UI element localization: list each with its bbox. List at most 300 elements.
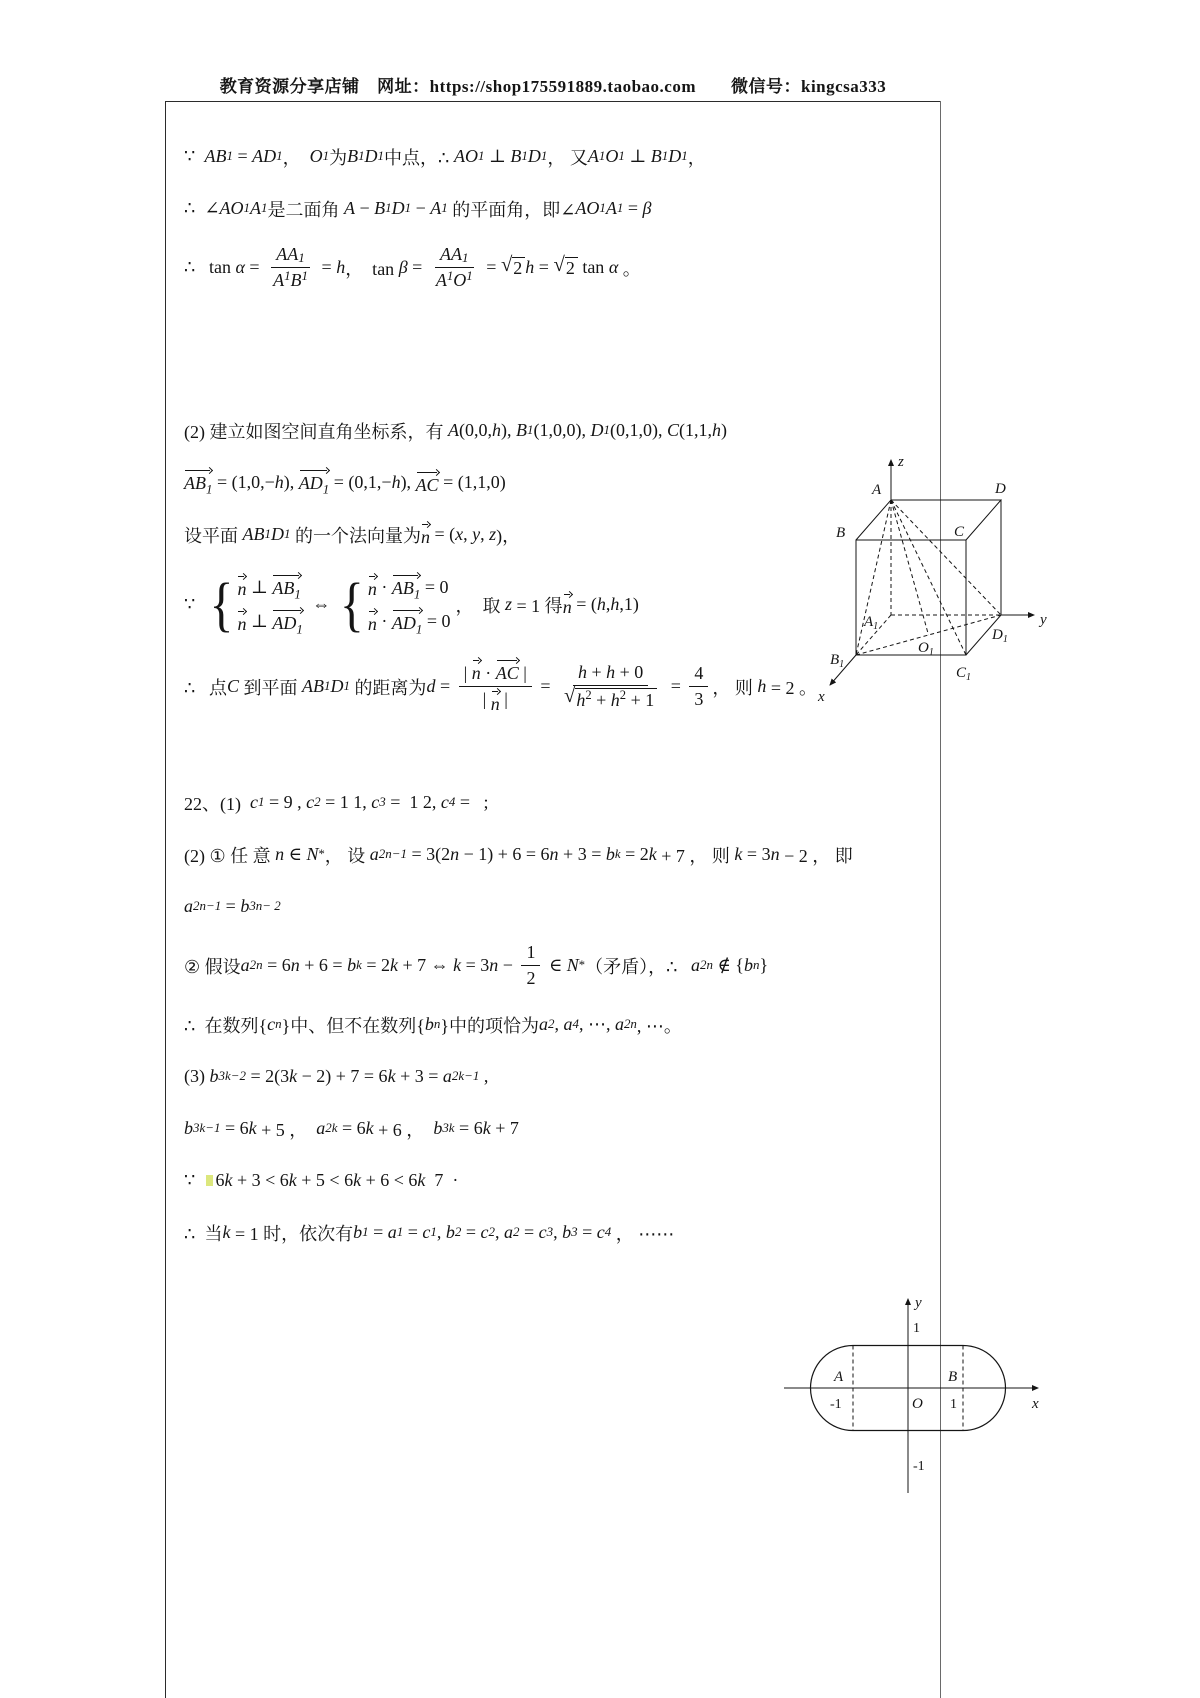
math-text: = <box>221 896 241 917</box>
math-variable: b <box>347 955 357 976</box>
math-subscript: 1 <box>430 1224 437 1240</box>
math-text: ， 设 <box>324 845 370 866</box>
math-text: ∴ ∠ <box>184 198 220 218</box>
fraction-denominator <box>689 687 708 710</box>
math-text: ⊥ <box>246 576 273 597</box>
math-text: = <box>519 1222 539 1243</box>
math-variable: k <box>389 955 398 976</box>
math-text: (0,0, <box>459 420 492 440</box>
math-variable: b <box>605 844 615 865</box>
math-variable: AA <box>440 244 463 264</box>
math-variable: n <box>562 596 572 617</box>
math-subscript: 2n <box>623 1016 637 1032</box>
math-variable: N <box>566 955 579 976</box>
math-text: + <box>586 662 607 683</box>
vector-overline <box>392 575 420 602</box>
math-subscript: 1 <box>540 148 548 164</box>
page-border-left <box>165 101 166 1698</box>
math-subscript: 1 <box>298 250 305 266</box>
math-variable: a <box>442 1066 452 1087</box>
vertex-label-A1: $A_1$ <box>864 614 879 632</box>
math-text: = 6 <box>220 1118 249 1139</box>
math-text: = 0 <box>422 611 451 632</box>
fraction <box>559 662 662 711</box>
math-text: ,1) <box>619 594 639 615</box>
math-text: (1,0,0), <box>533 420 591 440</box>
math-subscript: 1 <box>323 678 331 694</box>
cases-rows <box>237 570 302 639</box>
math-text: ， 又 <box>547 147 588 168</box>
fraction-numerator <box>435 244 473 268</box>
math-variable: AD <box>298 473 323 494</box>
math-subscript: 3 <box>379 794 386 810</box>
math-text: (0,1,0), <box>609 420 667 440</box>
math-variable: α <box>235 257 245 277</box>
vector-overline <box>368 611 377 635</box>
math-variable: C <box>666 420 679 440</box>
fraction-numerator <box>521 942 540 966</box>
math-variable: n <box>549 844 559 865</box>
math-variable: D <box>364 146 378 166</box>
cases-row <box>237 573 302 602</box>
math-variable: y <box>472 524 481 544</box>
math-variable: AA <box>276 244 299 264</box>
cases-row <box>368 608 451 637</box>
cube-figure <box>798 438 1058 713</box>
math-text: = 2 。 <box>766 677 818 698</box>
sqrt-radical <box>563 685 657 711</box>
math-text: 的距离为 <box>349 677 427 698</box>
math-subscript: 1 <box>477 148 485 164</box>
math-variable: N <box>306 844 319 865</box>
math-variable: h <box>610 690 620 711</box>
math-variable: D <box>330 676 344 697</box>
math-text: + 3 = <box>558 844 606 865</box>
math-subscript: 1 <box>261 200 268 216</box>
math-line <box>184 1164 932 1197</box>
math-variable: b <box>184 1118 193 1139</box>
math-subscript: 1 <box>276 148 283 164</box>
math-subscript: 1 <box>322 148 330 164</box>
math-variable: AB <box>184 473 206 494</box>
math-text: | <box>518 663 527 684</box>
math-subscript: 2n−1 <box>378 846 407 862</box>
math-text: ∴ 当 <box>184 1223 223 1244</box>
math-text: − 1) + 6 = 6 <box>459 844 550 865</box>
math-variable: b <box>240 896 250 917</box>
math-subscript: n <box>752 957 760 973</box>
math-variable: b <box>562 1222 572 1243</box>
math-variable: n <box>490 694 500 715</box>
math-text: = <box>461 1222 481 1243</box>
math-text: ∈ <box>284 844 307 865</box>
math-subscript: 1 <box>396 1224 404 1240</box>
math-line <box>184 192 932 225</box>
math-text: + 1 <box>626 690 655 711</box>
math-text: 。 <box>618 258 641 279</box>
math-text: 3 <box>694 689 704 710</box>
math-variable: n <box>237 613 247 634</box>
math-variable: D <box>270 524 284 544</box>
math-text: = <box>368 1222 388 1243</box>
math-variable: a <box>387 1222 397 1243</box>
math-variable: h <box>711 420 721 440</box>
math-superscript: * <box>318 847 325 862</box>
math-variable: n <box>367 613 377 634</box>
math-text: ∵ <box>184 594 205 615</box>
math-text: 1 <box>526 942 536 963</box>
math-variable: c <box>422 1222 431 1243</box>
math-text: = <box>666 676 686 697</box>
math-variable: AO <box>219 198 244 218</box>
radical-sign: √ <box>500 253 513 276</box>
stadium-labels <box>830 1295 1039 1474</box>
math-text: − <box>355 198 375 218</box>
math-text: , ⋯, <box>578 1014 615 1035</box>
cases-row <box>368 573 451 602</box>
math-text: (2) 建立如图空间直角坐标系，有 <box>184 421 448 442</box>
math-variable: D <box>391 198 405 218</box>
math-text: = 1 1, <box>320 792 372 813</box>
math-variable: AD <box>272 612 297 633</box>
math-variable: c <box>306 792 315 813</box>
math-variable: a <box>504 1222 513 1243</box>
vector-overline <box>563 594 572 618</box>
math-subscript: 1 <box>661 148 669 164</box>
cases-system <box>340 570 451 639</box>
math-text: · <box>376 576 392 597</box>
math-subscript: 2n <box>249 957 263 973</box>
math-subscript: 1 <box>243 200 251 216</box>
math-text: ∴ 点 <box>184 677 227 698</box>
math-variable: k <box>289 1066 298 1087</box>
fraction <box>521 942 540 989</box>
math-variable: k <box>224 1170 233 1191</box>
math-text: = 3 <box>742 844 771 865</box>
math-text: + 0 <box>615 662 644 683</box>
math-text: }中的项恰为 <box>440 1015 539 1036</box>
math-text: = ; <box>455 792 489 813</box>
math-variable: A <box>250 198 262 218</box>
math-subscript: 1 <box>415 621 423 637</box>
math-variable: n <box>489 955 499 976</box>
math-variable: A <box>605 198 617 218</box>
math-text: = <box>481 257 501 277</box>
math-subscript: n <box>433 1016 441 1032</box>
math-superscript: * <box>578 958 586 973</box>
math-variable: O <box>453 270 467 290</box>
math-text: = ( <box>429 524 456 544</box>
math-text: (1,1, <box>678 420 712 440</box>
math-variable: n <box>367 579 377 600</box>
math-text: , <box>479 1066 489 1087</box>
math-text: + 5 ， <box>256 1119 317 1140</box>
math-text: − 2 ， 即 <box>779 845 853 866</box>
vertex-label-C1: $C_1$ <box>956 665 972 683</box>
math-variable: AC <box>415 474 439 495</box>
blank-line <box>184 310 932 343</box>
math-variable: h <box>577 662 587 683</box>
math-text: ⊥ <box>246 611 273 632</box>
math-subscript: 3k <box>442 1120 455 1136</box>
vector-overline <box>272 575 300 602</box>
math-variable: z <box>505 594 513 615</box>
math-text: , <box>605 594 611 615</box>
math-variable: n <box>275 844 285 865</box>
math-variable: n <box>237 579 247 600</box>
math-subscript: 2n−1 <box>193 898 222 914</box>
math-variable: AB <box>272 578 295 598</box>
math-variable: n <box>770 844 780 865</box>
vertex-label-O1: $O_1$ <box>918 640 934 658</box>
math-variable: a <box>240 955 250 976</box>
math-text: ， <box>687 147 706 168</box>
math-subscript: 1 <box>413 586 421 602</box>
math-text: = <box>232 146 253 166</box>
math-variable: a <box>691 955 701 976</box>
math-variable: k <box>734 844 743 865</box>
math-text: ) <box>720 420 727 440</box>
math-text: 2 <box>513 257 523 278</box>
math-variable: n <box>450 844 460 865</box>
math-text: ， tan <box>345 258 399 279</box>
math-subscript: 1 <box>343 678 350 694</box>
math-line <box>184 1216 932 1249</box>
math-line <box>184 838 932 871</box>
axis-label-z: z <box>898 454 904 470</box>
math-text: }中、但不在数列{ <box>281 1015 425 1036</box>
math-variable: a <box>184 896 193 917</box>
math-variable: h <box>336 257 346 277</box>
point-label-A: A <box>834 1369 844 1385</box>
math-variable: k <box>222 1222 231 1243</box>
math-text: ), <box>400 472 416 492</box>
math-text: + 3 < 6 <box>232 1170 289 1191</box>
math-text: = <box>534 257 554 277</box>
axis-label-y: y <box>915 1295 922 1311</box>
math-variable: A <box>435 270 447 290</box>
math-text: = <box>535 676 555 697</box>
math-text: 4 <box>694 663 704 684</box>
math-subscript: 4 <box>604 1224 612 1240</box>
math-subscript: 1 <box>462 250 469 266</box>
fraction <box>431 244 478 291</box>
math-variable: B <box>650 146 662 166</box>
math-subscript: 3 <box>546 1224 554 1240</box>
math-subscript: 3k−2 <box>218 1068 246 1084</box>
math-variable: x <box>455 524 464 544</box>
fraction-denominator <box>478 687 513 715</box>
math-variable: h <box>492 420 501 440</box>
math-text: = (1,0,− <box>212 472 275 492</box>
math-text: ⊥ <box>624 146 651 166</box>
math-variable: B <box>347 146 359 166</box>
radical-sign: √ <box>553 253 565 276</box>
math-text: · <box>376 611 392 632</box>
math-text: = <box>435 676 455 697</box>
math-subscript: 2 <box>488 1224 495 1240</box>
header-shop-info: 教育资源分享店铺 网址：https://shop175591889.taobao.com 微信号：kingcsa333 <box>219 77 887 96</box>
math-subscript: 1 <box>294 586 301 602</box>
left-brace-icon: { <box>209 570 234 638</box>
math-subscript: 1 <box>521 148 528 164</box>
math-variable: h <box>391 472 401 492</box>
math-superscript: 2 <box>585 688 592 703</box>
math-text: 6 <box>215 1170 225 1191</box>
math-text: ∵ <box>184 146 205 166</box>
math-text: , <box>463 524 473 544</box>
math-subscript: 2 <box>454 1224 462 1240</box>
math-variable: a <box>614 1014 624 1035</box>
math-text: , <box>553 1222 563 1243</box>
math-variable: a <box>369 844 379 865</box>
math-text: , <box>495 1222 504 1243</box>
math-text: )， <box>496 525 521 546</box>
left-brace-icon: { <box>339 570 364 638</box>
math-text: ⊥ <box>484 146 511 166</box>
math-subscript: 2 <box>314 794 321 810</box>
math-variable: d <box>426 676 436 697</box>
math-text: (3) <box>184 1066 210 1087</box>
vector-overline <box>237 611 246 635</box>
math-subscript: 1 <box>618 148 625 164</box>
math-variable: O <box>309 146 323 166</box>
math-variable: AO <box>575 198 600 218</box>
math-variable: B <box>510 146 522 166</box>
math-subscript: 3 <box>571 1224 578 1240</box>
math-subscript: 2 <box>513 1224 520 1240</box>
math-variable: c <box>440 792 449 813</box>
math-variable: c <box>250 792 258 813</box>
math-text: + 5 < 6 <box>296 1170 354 1191</box>
math-subscript: 3k−1 <box>193 1120 221 1136</box>
math-subscript: 1 <box>206 481 213 497</box>
math-variable: AD <box>252 146 277 166</box>
math-line <box>184 140 932 173</box>
math-text: , <box>436 1222 446 1243</box>
math-variable: b <box>353 1222 363 1243</box>
math-variable: a <box>538 1014 548 1035</box>
vertex-label-D1: $D_1$ <box>992 627 1008 645</box>
radical-sign: √ <box>563 685 576 708</box>
math-text: , <box>554 1014 564 1035</box>
header-divider <box>165 101 941 102</box>
vertex-label-B: B <box>836 525 846 541</box>
fraction-numerator <box>459 658 532 687</box>
math-subscript: 1 <box>466 268 473 283</box>
math-variable: B <box>290 270 302 290</box>
math-text: = 2 <box>620 844 649 865</box>
math-text: + 7 <box>490 1118 519 1139</box>
vector-overline <box>299 470 329 497</box>
math-text: + 3 = <box>395 1066 443 1087</box>
math-text: 设平面 <box>184 525 243 546</box>
math-line <box>184 786 932 819</box>
math-text: 是二面角 <box>267 199 345 220</box>
vector-overline <box>491 691 500 715</box>
math-subscript: 2 <box>547 1016 555 1032</box>
math-subscript: 2k <box>325 1120 338 1136</box>
sqrt-radical <box>553 253 577 279</box>
math-line <box>184 942 932 989</box>
math-variable: B <box>374 198 386 218</box>
math-subscript: n <box>275 1016 282 1032</box>
tick-label-1-top: 1 <box>913 1321 920 1336</box>
math-subscript: 3n− 2 <box>249 898 281 914</box>
math-line <box>184 890 932 923</box>
vertex-label-D: D <box>995 481 1006 497</box>
math-text: + 7 ⇔ <box>397 955 454 976</box>
math-variable: c <box>267 1014 276 1035</box>
math-subscript: 1 <box>301 268 309 283</box>
math-text: = 6 <box>337 1118 366 1139</box>
math-text: = 2 <box>361 955 390 976</box>
math-text: 2 <box>565 257 575 278</box>
math-variable: a <box>316 1118 326 1139</box>
fraction-denominator <box>521 966 540 989</box>
math-variable: A <box>273 270 285 290</box>
math-variable: h <box>606 662 616 683</box>
math-variable: k <box>365 1118 374 1139</box>
math-text: ∵ <box>184 1170 205 1191</box>
math-text: = 1 时，依次有 <box>230 1223 354 1244</box>
math-subscript: 1 <box>322 481 330 497</box>
math-variable: k <box>387 1066 396 1087</box>
vertex-label-B1: $B_1$ <box>830 652 845 670</box>
fraction-denominator <box>559 686 662 711</box>
math-text: − 2) + 7 = 6 <box>297 1066 388 1087</box>
tick-label-neg1-left: -1 <box>830 1397 842 1412</box>
math-text: 为 <box>329 147 348 168</box>
math-text: ， 取 <box>455 595 506 616</box>
math-text: | <box>463 663 472 684</box>
math-line <box>184 1060 932 1093</box>
math-variable: h <box>610 594 620 615</box>
math-text: = <box>403 1222 423 1243</box>
math-subscript: 4 <box>572 1016 579 1032</box>
vertex-label-A: A <box>872 482 882 498</box>
math-text: 的平面角，即∠ <box>447 199 576 220</box>
vector-overline <box>184 470 212 497</box>
blank-line <box>184 362 932 395</box>
math-subscript: k <box>356 957 362 973</box>
math-text: (2) ① 任 意 <box>184 845 276 866</box>
cases-row <box>237 608 302 637</box>
math-variable: c <box>371 792 380 813</box>
math-variable: a <box>563 1014 573 1035</box>
math-text: ② 假设 <box>184 956 241 977</box>
axis-label-y: y <box>1040 612 1047 628</box>
math-text: + 6 ， <box>373 1119 434 1140</box>
math-variable: k <box>353 1170 362 1191</box>
math-line <box>184 1008 932 1041</box>
math-variable: h <box>525 257 535 277</box>
vector-overline <box>237 576 246 600</box>
math-text: ), <box>501 420 516 440</box>
math-text: = (0,1,− <box>329 472 392 492</box>
stadium-axes <box>784 1299 1038 1493</box>
vector-overline <box>272 610 302 637</box>
math-text: = <box>244 257 265 277</box>
math-text: 2 <box>526 968 536 989</box>
math-text: 中点，∴ <box>384 147 454 168</box>
math-text: − <box>498 955 518 976</box>
math-variable: n <box>290 955 300 976</box>
math-text: = 6 <box>262 955 291 976</box>
math-variable: A <box>587 146 599 166</box>
math-variable: A <box>448 420 459 440</box>
math-subscript: 1 <box>404 200 412 216</box>
